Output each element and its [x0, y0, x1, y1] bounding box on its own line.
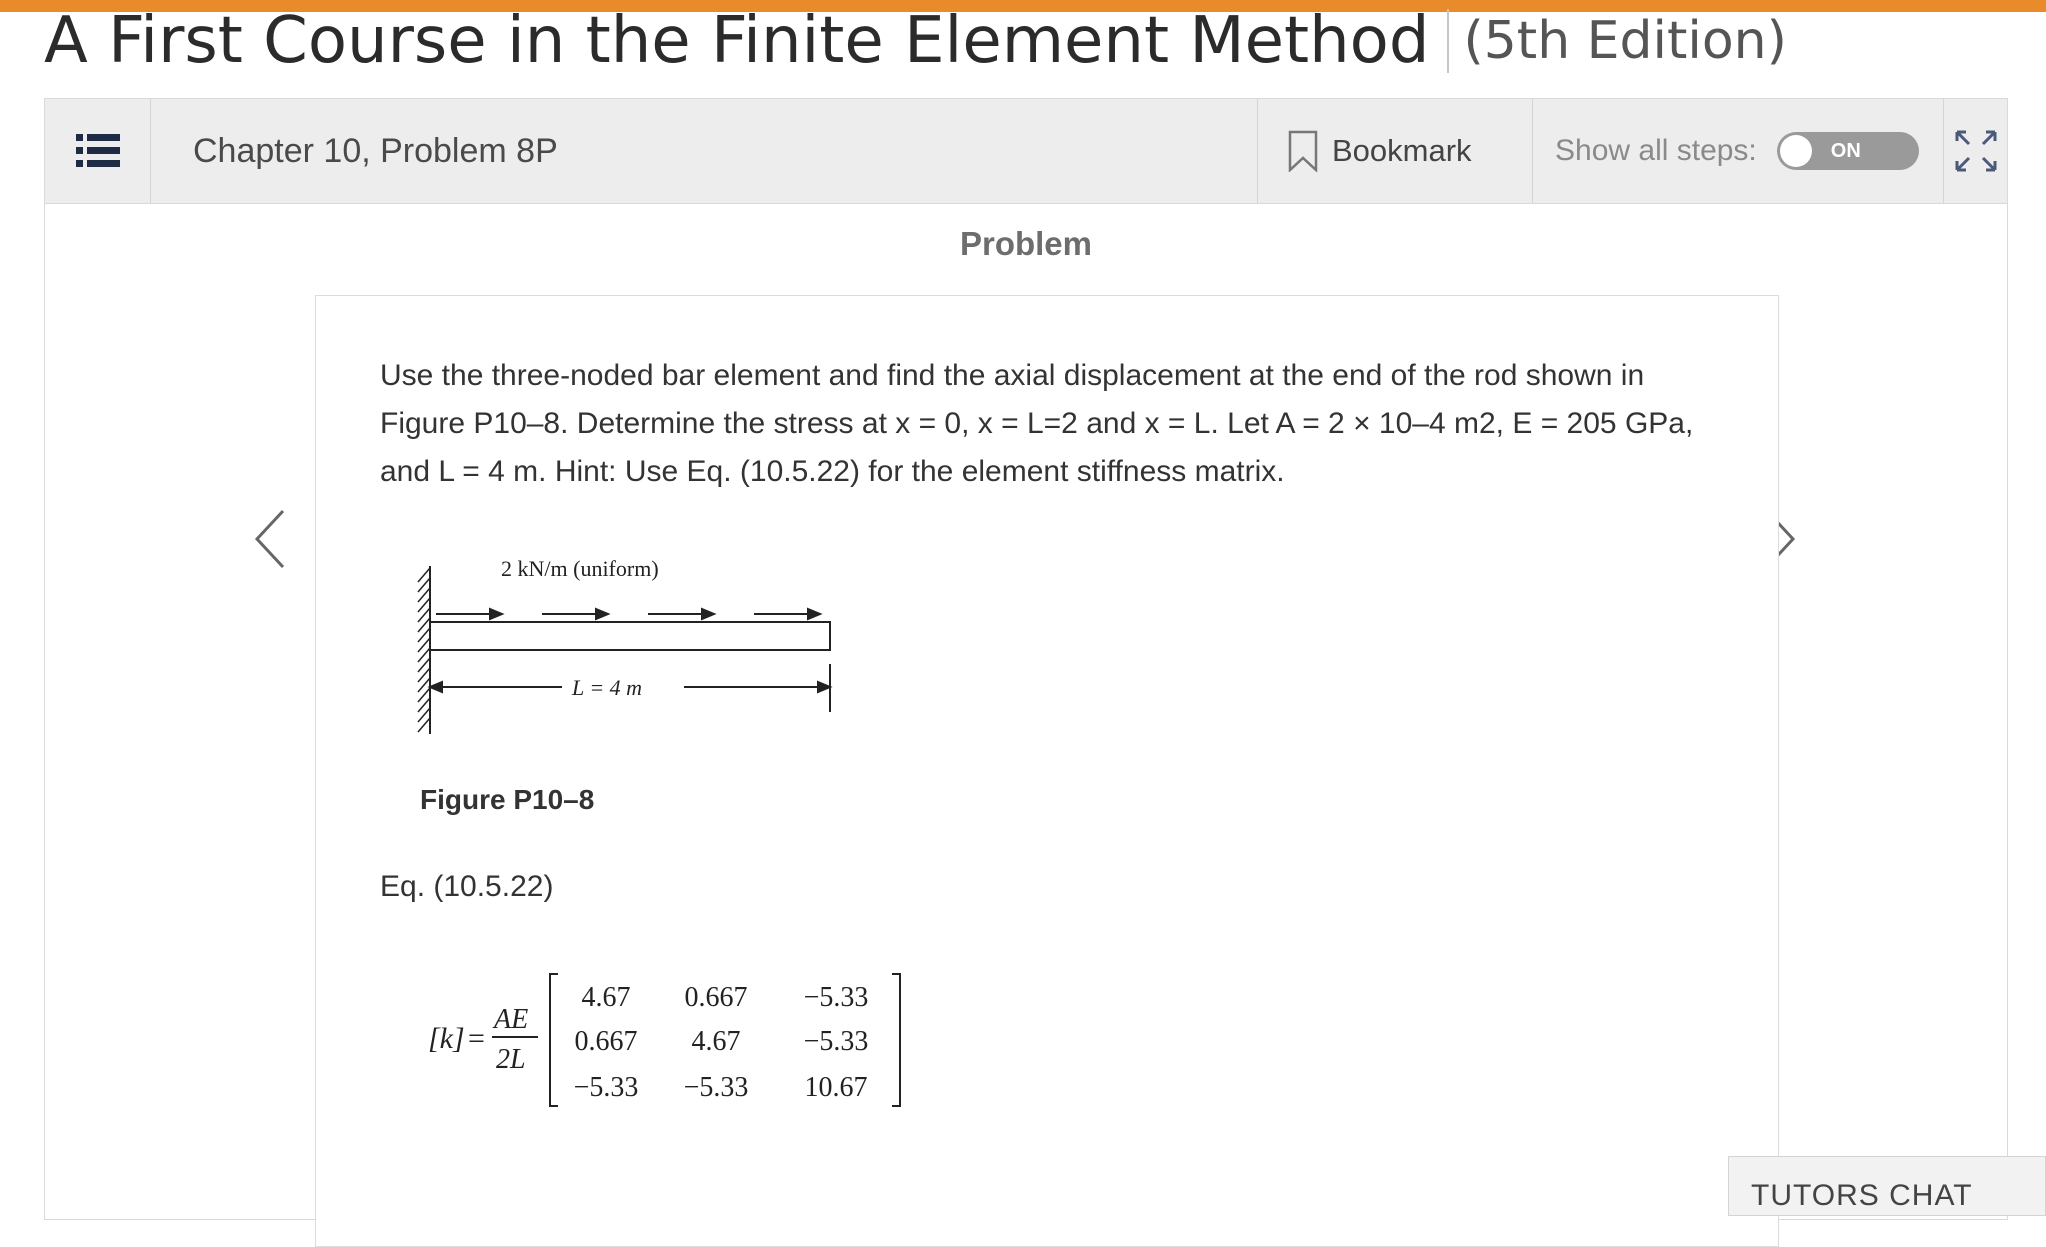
- problem-statement: Use the three-noded bar element and find the axial displacement at the end of the rod shown in Figure P10–8. Determine the stress at x = 0, x = L=2 and x = L. Let A = 2 × 10–4 m2, E = 205 GPa, and L = 4 m. Hint: Use Eq. (10.5.22) for the element stiffness matrix.: [380, 359, 1694, 488]
- matrix-cell: 4.67: [581, 982, 631, 1013]
- load-label: 2 kN/m (uniform): [501, 556, 659, 581]
- figure-p10-8: [366, 544, 886, 784]
- equals-sign: =: [468, 1022, 485, 1055]
- expand-button[interactable]: [1943, 99, 2007, 203]
- matrix-cell: −5.33: [573, 1072, 639, 1103]
- chapter-problem-label: Chapter 10, Problem 8P: [193, 131, 558, 170]
- book-edition: (5th Edition): [1463, 11, 1787, 71]
- matrix-cell: 0.667: [684, 982, 748, 1013]
- matrix-cell: −5.33: [803, 1026, 869, 1057]
- matrix-cell: 4.67: [691, 1026, 741, 1057]
- matrix-cell: 10.67: [804, 1072, 868, 1103]
- fraction-numerator: AE: [494, 1004, 529, 1035]
- matrix-cell: 0.667: [574, 1026, 638, 1057]
- expand-icon: [1953, 128, 1999, 174]
- rod: [430, 622, 830, 650]
- problem-card: [315, 295, 1779, 1247]
- solution-toolbar: [45, 99, 2007, 204]
- matrix-cell: −5.33: [803, 982, 869, 1013]
- stiffness-matrix-equation: [416, 964, 936, 1114]
- bookmark-label: Bookmark: [1332, 133, 1472, 168]
- toggle-knob: [1780, 135, 1812, 167]
- equation-label: Eq. (10.5.22): [380, 870, 554, 903]
- chevron-left-icon[interactable]: [253, 509, 287, 569]
- problem-heading: Problem: [959, 225, 1093, 262]
- list-icon: [76, 134, 120, 168]
- fraction-denominator: 2L: [496, 1044, 526, 1075]
- show-steps-label: Show all steps:: [1555, 134, 1757, 167]
- toggle-state-label: ON: [1830, 140, 1861, 162]
- book-title-main: A First Course in the Finite Element Method: [44, 4, 1430, 78]
- book-title: [44, 6, 1787, 76]
- matrix-cell: −5.33: [683, 1072, 749, 1103]
- bookmark-button[interactable]: [1257, 99, 1532, 203]
- show-all-steps-control: [1532, 99, 1943, 203]
- chapter-menu-button[interactable]: [45, 99, 151, 203]
- bookmark-icon: [1288, 130, 1318, 172]
- matrix-lhs: [k]: [428, 1022, 465, 1055]
- tutors-chat-button[interactable]: TUTORS CHAT: [1728, 1156, 2046, 1216]
- title-divider: [1447, 9, 1449, 73]
- length-label: L = 4 m: [572, 675, 643, 700]
- figure-caption: Figure P10–8: [420, 784, 595, 815]
- show-steps-toggle[interactable]: [1777, 132, 1919, 170]
- solution-panel: [44, 98, 2008, 1220]
